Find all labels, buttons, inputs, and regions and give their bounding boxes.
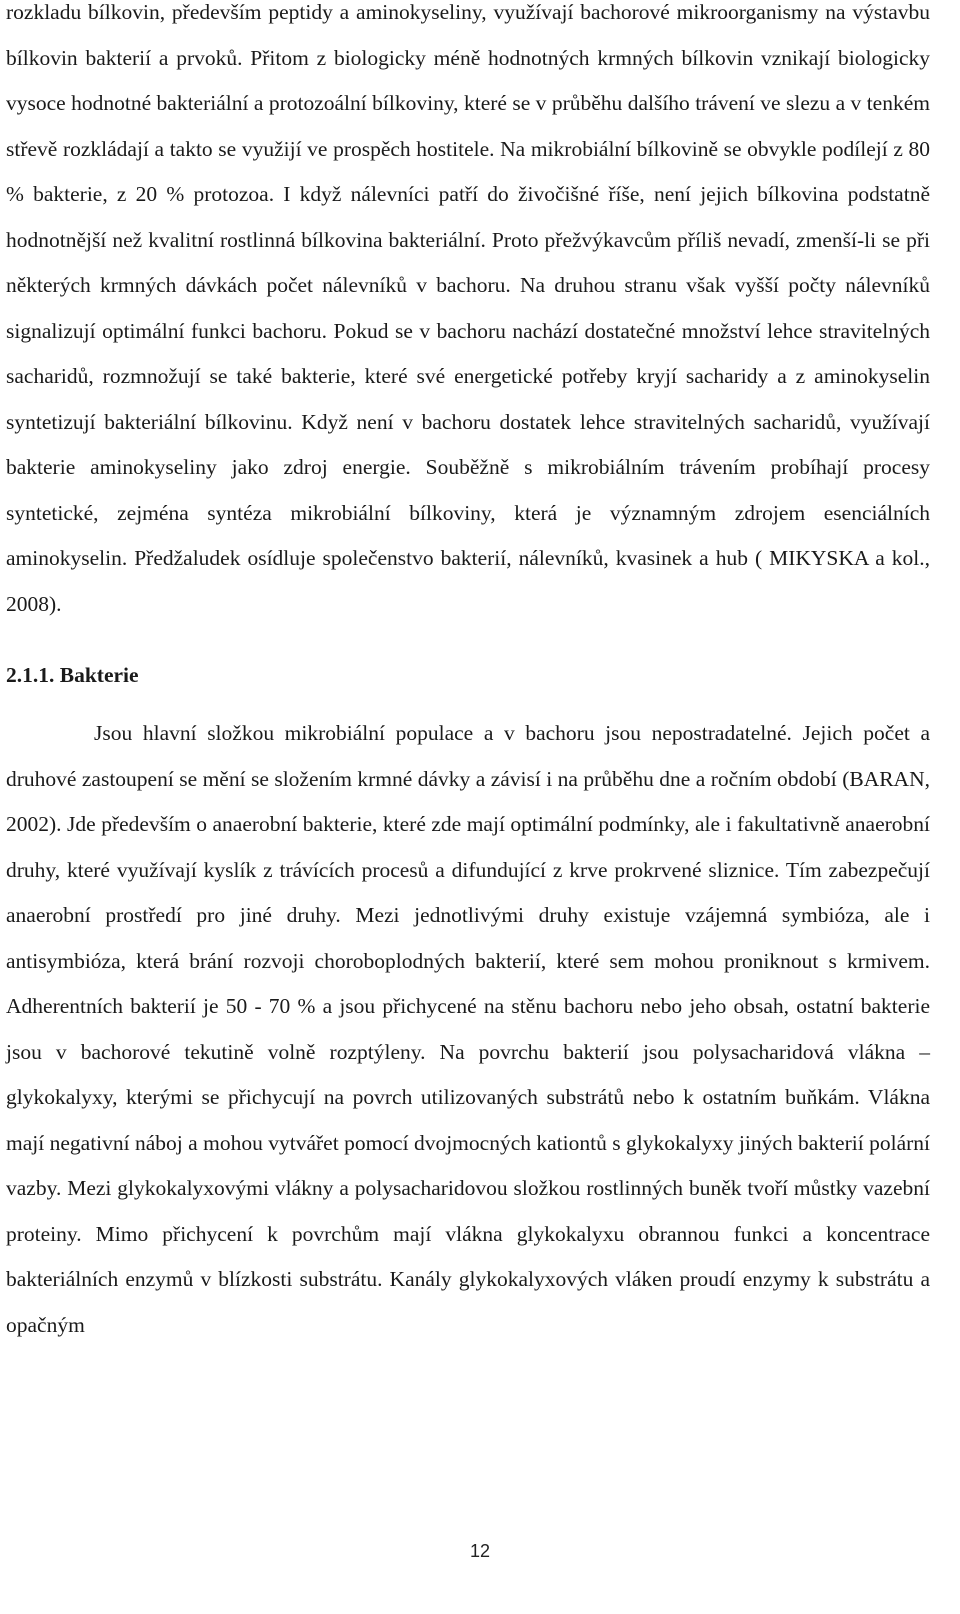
document-page	[6, 0, 930, 1348]
page-number: 12	[469, 1541, 491, 1561]
section-heading: 2.1.1. Bakterie	[6, 663, 139, 687]
body-paragraph: Jsou hlavní složkou mikrobiální populace a v bachoru jsou nepostradatelné. Jejich počet a druhové zastoupení se mění se složením krmné dávky a závisí i na průběhu dne a ročním období (BARAN, 2002). Jde především o anaerobní bakterie, které zde mají optimální podmínky, ale i fakultativně anaerobní druhy, které využívají kyslík z trávících procesů a difundující z krve prokrvené sliznice. Tím zabezpečují anaerobní prostředí pro jiné druhy. Mezi jednotlivými druhy existuje vzájemná symbióza, ale i antisymbióza, která brání rozvoji choroboplodných bakterií, které sem mohou proniknout s krmivem. Adherentních bakterií je 50 - 70 % a jsou přichycené na stěnu bachoru nebo jeho obsah, ostatní bakterie jsou v bachorové tekutině volně rozptýleny. Na povrchu bakterií jsou polysacharidová vlákna – glykokalyxy, kterými se přichycují na povrch utilizovaných substrátů nebo k ostatním buňkám. Vlákna mají negativní náboj a mohou vytvářet pomocí dvojmocných kationtů s glykokalyxy jiných bakterií polární vazby. Mezi glykokalyxovými vlákny a polysacharidovou složkou rostlinných buněk tvoří můstky vazební proteiny. Mimo přichycení k povrchům mají vlákna glykokalyxu obrannou funkci a koncentrace bakteriálních enzymů v blízkosti substrátu. Kanály glykokalyxových vláken proudí enzymy k substrátu a opačným	[6, 721, 930, 1337]
body-paragraph: rozkladu bílkovin, především peptidy a aminokyseliny, využívají bachorové mikroorganismy na výstavbu bílkovin bakterií a prvoků. Přitom z biologicky méně hodnotných krmných bílkovin vznikají biologicky vysoce hodnotné bakteriální a protozoální bílkoviny, které se v průběhu dalšího trávení ve slezu a v tenkém střevě rozkládají a takto se využijí ve prospěch hostitele. Na mikrobiální bílkovině se obvykle podílejí z 80 % bakterie, z 20 % protozoa. I když nálevníci patří do živočišné říše, není jejich bílkovina podstatně hodnotnější než kvalitní rostlinná bílkovina bakteriální. Proto přežvýkavcům příliš nevadí, zmenší-li se při některých krmných dávkách počet nálevníků v bachoru. Na druhou stranu však vyšší počty nálevníků signalizují optimální funkci bachoru. Pokud se v bachoru nachází dostatečné množství lehce stravitelných sacharidů, rozmnožují se také bakterie, které své energetické potřeby kryjí sacharidy a z aminokyselin syntetizují bakteriální bílkovinu. Když není v bachoru dostatek lehce stravitelných sacharidů, využívají bakterie aminokyseliny jako zdroj energie. Souběžně s mikrobiálním trávením probíhají procesy syntetické, zejména syntéza mikrobiální bílkoviny, která je významným zdrojem esenciálních aminokyselin. Předžaludek osídluje společenstvo bakterií, nálevníků, kvasinek a hub ( MIKYSKA a kol., 2008).	[6, 0, 930, 616]
